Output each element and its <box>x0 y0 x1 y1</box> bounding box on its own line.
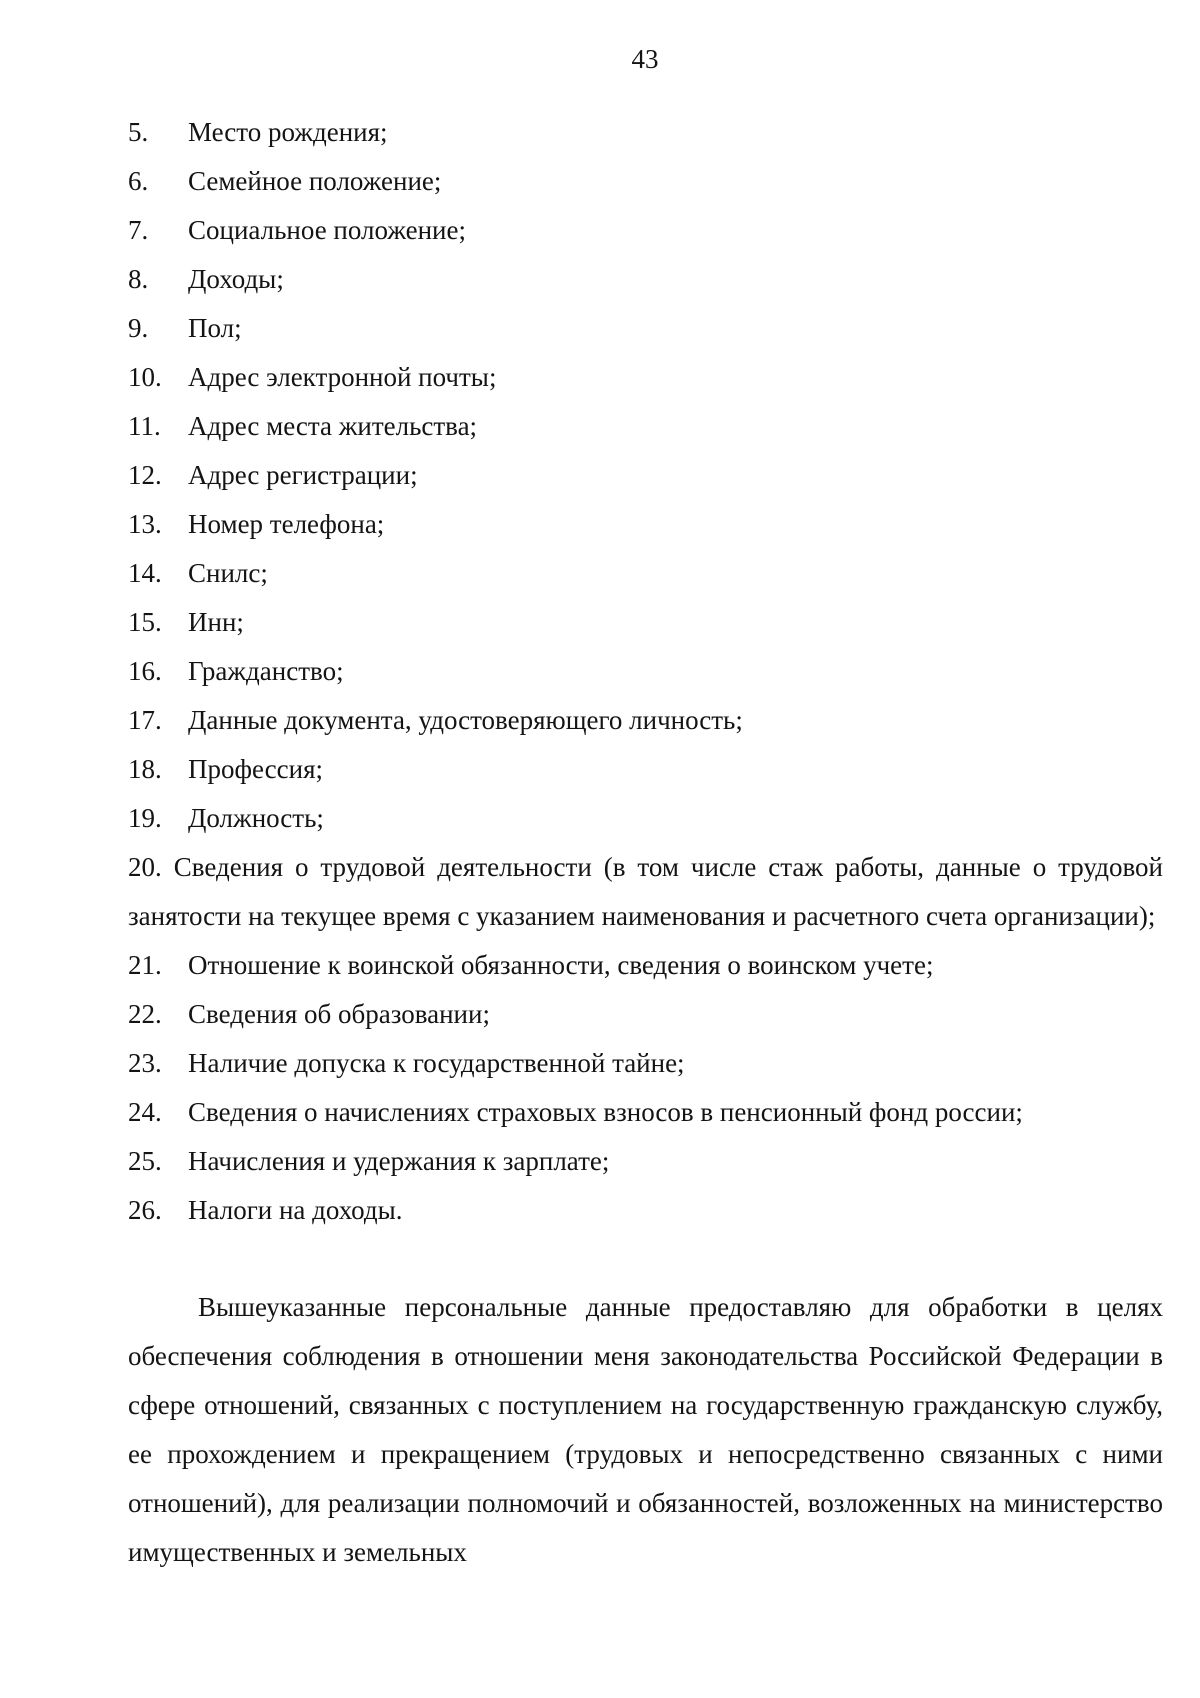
list-item <box>128 647 1163 696</box>
list-item-text: Профессия; <box>188 754 323 784</box>
list-item-number: 23. <box>128 1048 162 1078</box>
list-item-number: 21. <box>128 950 162 980</box>
list-item-text: Снилс; <box>188 558 268 588</box>
list-item-number: 8. <box>128 264 149 294</box>
list-item-text: Адрес электронной почты; <box>188 362 497 392</box>
list-item-number: 11. <box>128 411 161 441</box>
list-item-number: 12. <box>128 460 162 490</box>
list-item-text: Наличие допуска к государственной тайне; <box>188 1048 685 1078</box>
body-paragraph: Вышеуказанные персональные данные предоставляю для обработки в целях обеспечения соблюдения в отношении меня законодательства Российской Федерации в сфере отношений, связанных с поступлением на государственную гражданскую службу, ее прохождением и прекращением (трудовых и непосредственно связанных с ними отношений), для реализации полномочий и обязанностей, возложенных на министерство имущественных и земельных <box>128 1292 1163 1567</box>
list-item-number: 14. <box>128 558 162 588</box>
list-item <box>128 1186 1163 1235</box>
list-item <box>128 206 1163 255</box>
list-item <box>128 745 1163 794</box>
list-item-number: 19. <box>128 803 162 833</box>
list-item <box>128 157 1163 206</box>
list-item <box>128 598 1163 647</box>
list-item <box>128 1039 1163 1088</box>
list-item-text: Место рождения; <box>188 117 388 147</box>
list-item <box>128 990 1163 1039</box>
page-number: 43 <box>631 44 659 74</box>
list-item-text: Гражданство; <box>188 656 344 686</box>
list-item-text: Данные документа, удостоверяющего личность; <box>188 705 743 735</box>
list-item-text: Сведения об образовании; <box>188 999 490 1029</box>
list-item-number: 16. <box>128 656 162 686</box>
list-item-number: 13. <box>128 509 162 539</box>
list-item-number: 15. <box>128 607 162 637</box>
list-item <box>128 451 1163 500</box>
list-item <box>128 108 1163 157</box>
list-item-number: 6. <box>128 166 149 196</box>
list-item-text: Инн; <box>188 607 244 637</box>
personal-data-list <box>128 108 1163 1235</box>
list-item-text: Номер телефона; <box>188 509 385 539</box>
list-item-text: Отношение к воинской обязанности, сведения о воинском учете; <box>188 950 934 980</box>
list-item-number: 17. <box>128 705 162 735</box>
list-item <box>128 304 1163 353</box>
list-item-number: 18. <box>128 754 162 784</box>
list-item <box>128 255 1163 304</box>
list-item-number: 24. <box>128 1097 162 1127</box>
list-item-text: Налоги на доходы. <box>188 1195 403 1225</box>
list-item <box>128 549 1163 598</box>
list-item-text: Должность; <box>188 803 324 833</box>
list-item-text: Сведения о трудовой деятельности (в том числе стаж работы, данные о трудовой занятости на текущее время с указанием наименования и расчетного счета организации); <box>128 852 1163 931</box>
list-item-number: 25. <box>128 1146 162 1176</box>
list-item <box>128 794 1163 843</box>
list-item-text: Семейное положение; <box>188 166 442 196</box>
list-item <box>128 402 1163 451</box>
list-item-number: 10. <box>128 362 162 392</box>
list-item <box>128 1137 1163 1186</box>
list-item-text: Доходы; <box>188 264 284 294</box>
list-item <box>128 843 1163 941</box>
list-item <box>128 500 1163 549</box>
list-item <box>128 941 1163 990</box>
list-item <box>128 353 1163 402</box>
list-item-number: 9. <box>128 313 149 343</box>
list-item-text: Адрес места жительства; <box>188 411 478 441</box>
list-item-text: Сведения о начислениях страховых взносов в пенсионный фонд россии; <box>188 1097 1023 1127</box>
list-item <box>128 1088 1163 1137</box>
list-item <box>128 696 1163 745</box>
list-item-text: Пол; <box>188 313 242 343</box>
list-item-text: Адрес регистрации; <box>188 460 418 490</box>
list-item-number: 20. <box>128 852 162 882</box>
list-item-text: Начисления и удержания к зарплате; <box>188 1146 610 1176</box>
list-item-number: 26. <box>128 1195 162 1225</box>
list-item-number: 7. <box>128 215 149 245</box>
list-item-text: Социальное положение; <box>188 215 466 245</box>
list-item-number: 5. <box>128 117 149 147</box>
list-item-number: 22. <box>128 999 162 1029</box>
